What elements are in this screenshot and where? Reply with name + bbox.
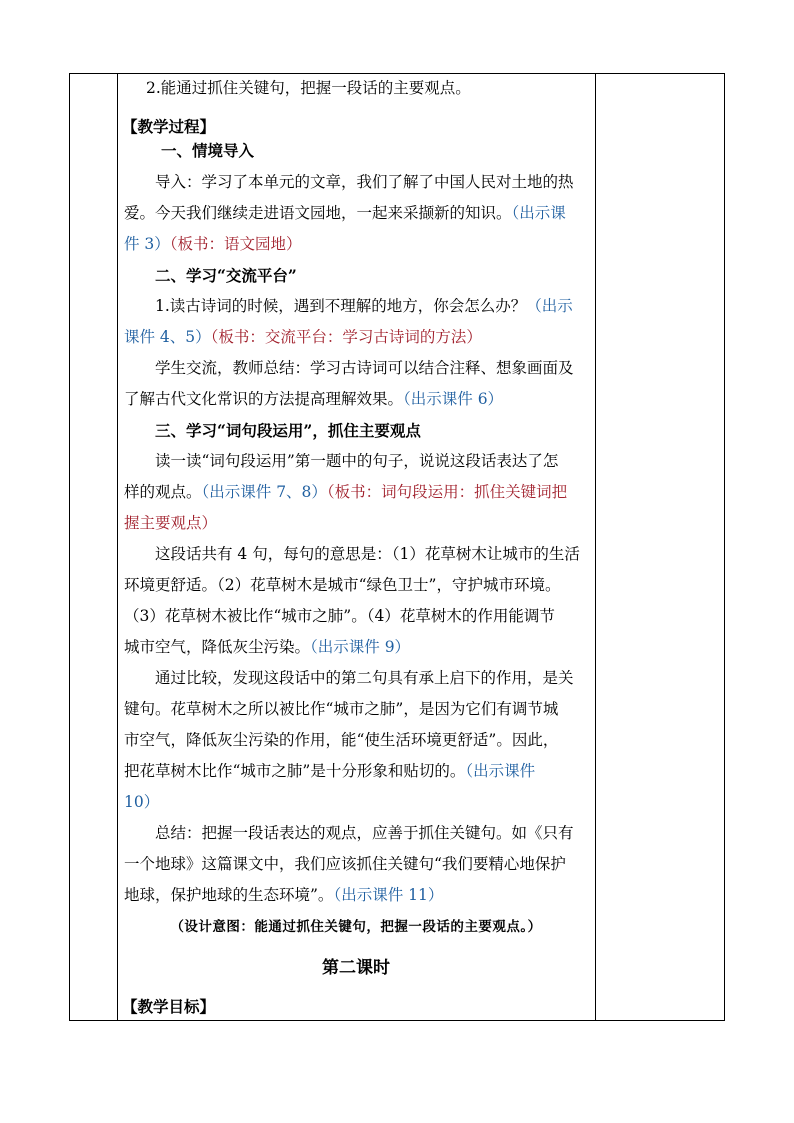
board-note: （板书：词句段运用：抓住关键词把 [326, 483, 568, 501]
courseware-ref: （出示课件 11） [333, 886, 444, 904]
intro-line-2: 爱。今天我们继续走进语文园地，一起来采撷新的知识。（出示课 [124, 204, 566, 222]
summary-line-1: 总结：把握一段话表达的观点，应善于抓住关键句。如《只有 [155, 824, 574, 842]
section-3-heading: 三、学习“词句段运用”，抓住主要观点 [155, 421, 421, 440]
summary-line-2: 一个地球》这篇课文中，我们应该抓住关键句“我们要精心地保护 [124, 855, 566, 873]
sec2-line-4: 了解古代文化常识的方法提高理解效果。（出示课件 6） [124, 390, 504, 408]
sec3-p2-line-1: 这段话共有 4 句，每句的意思是：（1）花草树木让城市的生活 [155, 545, 580, 563]
design-intent-note: （设计意图：能通过抓住关键句，把握一段话的主要观点。） [170, 919, 542, 935]
board-note: （板书：交流平台：学习古诗词的方法） [210, 328, 482, 346]
sec3-p3-line-5: 10） [124, 793, 160, 811]
sec3-p3-line-1: 通过比较，发现这段话中的第二句具有承上启下的作用，是关 [155, 669, 574, 687]
courseware-ref: （出示 [526, 297, 573, 315]
courseware-ref: 件 3） [124, 235, 170, 253]
courseware-ref: （出示课 [511, 204, 566, 222]
sec2-line-1: 1.读古诗词的时候，遇到不理解的地方，你会怎么办？（出示 [155, 297, 573, 315]
objective-item-2: 2.能通过抓住关键句，把握一段话的主要观点。 [146, 79, 471, 97]
goals-heading: 【教学目标】 [122, 997, 216, 1016]
summary-line-3: 地球，保护地球的生态环境”。（出示课件 11） [124, 886, 444, 904]
sec3-p2-line-3: （3）花草树木被比作“城市之肺”。（4）花草树木的作用能调节 [124, 607, 555, 625]
section-2-heading: 二、学习“交流平台” [155, 266, 297, 285]
sec3-line-2: 样的观点。（出示课件 7、8）（板书：词句段运用：抓住关键词把 [124, 483, 568, 501]
column-divider-left [117, 74, 118, 1020]
lesson-2-title: 第二课时 [322, 958, 390, 978]
sec3-p3-line-4: 把花草树木比作“城市之肺”是十分形象和贴切的。（出示课件 [124, 762, 536, 780]
courseware-ref: （出示课件 9） [310, 638, 411, 656]
sec2-line-3: 学生交流，教师总结：学习古诗词可以结合注释、想象画面及 [155, 359, 574, 377]
process-heading: 【教学过程】 [122, 117, 216, 136]
courseware-ref: （出示课件 [465, 762, 536, 780]
sec3-p3-line-3: 市空气，降低灰尘污染的作用，能“使生活环境更舒适”。因此， [124, 731, 559, 749]
sec3-line-3: 握主要观点） [124, 514, 218, 532]
board-note: （板书：语文园地） [169, 235, 302, 253]
sec3-line-1: 读一读“词句段运用”第一题中的句子，说说这段话表达了怎 [155, 452, 559, 470]
sec3-p2-line-4: 城市空气，降低灰尘污染。（出示课件 9） [124, 638, 411, 656]
sec2-line-2 [124, 322, 589, 353]
courseware-ref: （出示课件 7、8） [201, 483, 327, 501]
section-1-heading: 一、情境导入 [161, 141, 255, 160]
intro-line-1: 导入：学习了本单元的文章，我们了解了中国人民对土地的热 [155, 173, 574, 191]
intro-line-3 [124, 229, 589, 260]
sec3-p2-line-2: 环境更舒适。（2）花草树木是城市“绿色卫士”，守护城市环境。 [124, 576, 561, 594]
column-divider-right [595, 74, 596, 1020]
courseware-ref: 课件 4、5） [124, 328, 211, 346]
sec3-p3-line-2: 键句。花草树木之所以被比作“城市之肺”，是因为它们有调节城 [124, 700, 559, 718]
courseware-ref: （出示课件 6） [403, 390, 504, 408]
